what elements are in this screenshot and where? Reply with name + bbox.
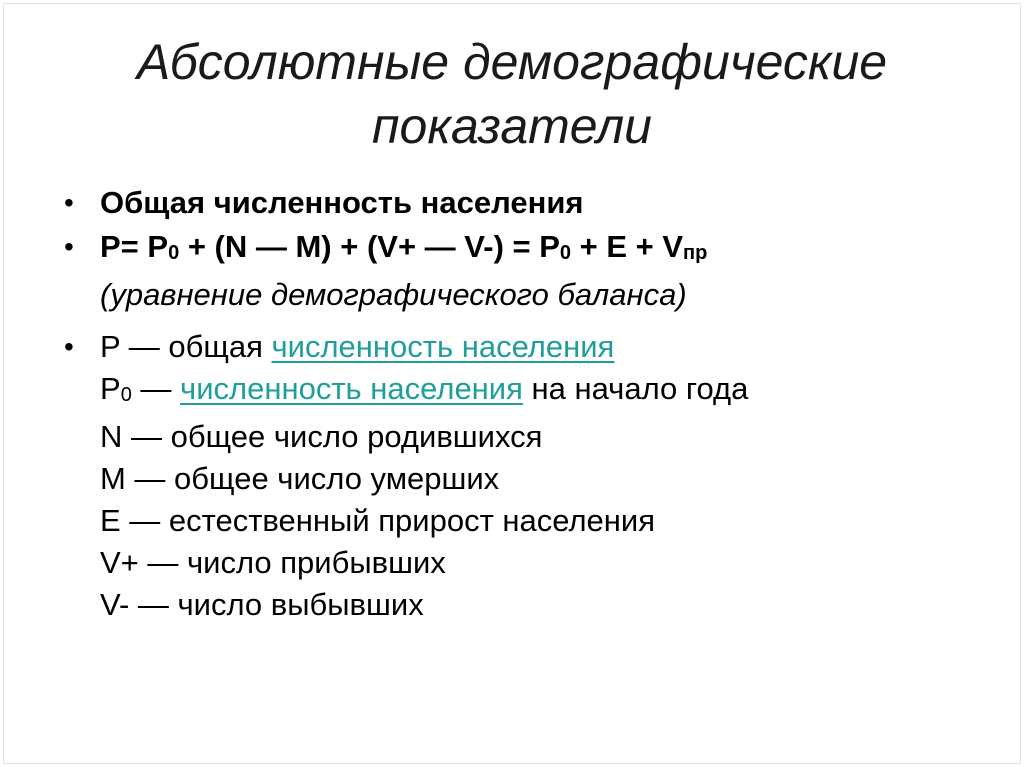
bullet-balance-equation	[64, 226, 984, 316]
definition-e: E — естественный прирост населения	[100, 503, 656, 538]
formula-p-subscript: 0	[168, 242, 180, 264]
definition-p0-suffix: на начало года	[522, 371, 749, 406]
formula-p0-subscript: 0	[559, 242, 572, 264]
population-size-link[interactable]: численность населения	[271, 329, 615, 364]
formula-p: P= P	[100, 229, 169, 264]
definition-n: N — общее число родившихся	[100, 419, 543, 454]
formula-middle: + (N — M) + (V+ — V-) = P	[179, 229, 560, 264]
definition-p0-dash: —	[131, 371, 181, 406]
definition-v-minus: V- — число выбывших	[100, 587, 424, 622]
bullet-total-population-text: Общая численность населения	[100, 185, 584, 220]
slide-title-line-2: показатели	[372, 98, 652, 154]
bullet-list	[64, 182, 984, 626]
definition-p	[100, 326, 984, 368]
balance-formula	[100, 229, 707, 264]
definition-v-plus: V+ — число прибывших	[100, 545, 446, 580]
bullet-dot-icon: •	[64, 231, 74, 262]
population-size-link-2[interactable]: численность населения	[180, 371, 523, 406]
slide-title	[0, 30, 1024, 158]
definition-p-prefix: P — общая	[100, 329, 272, 364]
definition-m: M — общее число умерших	[100, 461, 500, 496]
bullet-dot-icon: •	[64, 331, 74, 362]
definition-p0	[100, 368, 984, 416]
bullet-dot-icon: •	[64, 187, 74, 218]
definition-p0-var: P	[100, 371, 121, 406]
definition-p0-subscript: 0	[120, 384, 132, 406]
balance-formula-note: (уравнение демографического баланса)	[100, 277, 687, 312]
formula-tail: + E + V	[571, 229, 684, 264]
formula-v-subscript: пр	[683, 242, 708, 264]
bullet-total-population	[64, 182, 984, 224]
slide-title-line-1: Абсолютные демографические	[136, 34, 888, 90]
bullet-definitions	[64, 326, 984, 626]
